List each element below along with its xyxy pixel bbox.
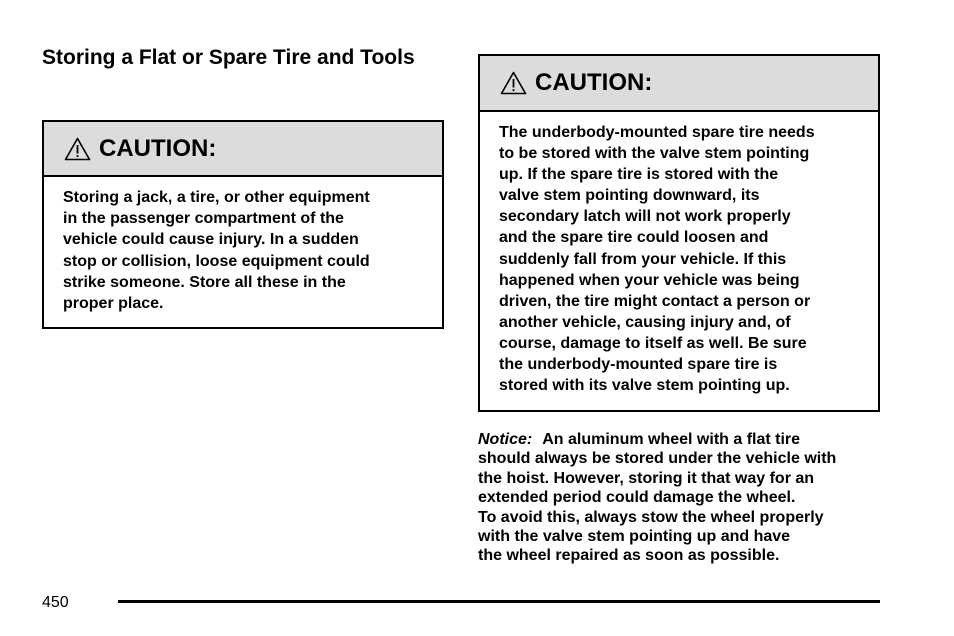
- caution-line: proper place.: [63, 295, 164, 313]
- notice-line: extended period could damage the wheel.: [478, 489, 796, 507]
- notice-line: the wheel repaired as soon as possible.: [478, 547, 780, 565]
- caution-line: to be stored with the valve stem pointing: [499, 145, 810, 163]
- caution-line: the underbody-mounted spare tire is: [499, 356, 778, 374]
- caution-box-spare-tire: [478, 54, 880, 412]
- footer-rule: [118, 600, 880, 603]
- caution-line: strike someone. Store all these in the: [63, 273, 346, 291]
- caution-line: valve stem pointing downward, its: [499, 187, 760, 205]
- caution-line: and the spare tire could loosen and: [499, 229, 769, 247]
- caution-line: stored with its valve stem pointing up.: [499, 377, 790, 395]
- notice-line: with the valve stem pointing up and have: [478, 528, 791, 546]
- caution-text: [44, 177, 442, 314]
- caution-title: CAUTION:: [99, 134, 217, 162]
- notice-paragraph: [478, 430, 888, 566]
- warning-triangle-icon: [500, 71, 527, 95]
- caution-header: [480, 56, 878, 112]
- caution-header: [44, 122, 442, 177]
- caution-title: CAUTION:: [535, 69, 653, 96]
- notice-label: Notice:: [478, 431, 533, 448]
- caution-line: driven, the tire might contact a person or: [499, 292, 811, 310]
- caution-line: another vehicle, causing injury and, of: [499, 313, 791, 331]
- notice-line: the hoist. However, storing it that way for an: [478, 469, 815, 487]
- caution-line: happened when your vehicle was being: [499, 271, 800, 289]
- caution-box-storage: [42, 120, 444, 329]
- warning-triangle-icon: [64, 137, 91, 161]
- page-number: 450: [42, 594, 69, 611]
- caution-line: course, damage to itself as well. Be sure: [499, 334, 807, 352]
- notice-line: should always be stored under the vehicle with: [478, 450, 837, 468]
- notice-line: To avoid this, always stow the wheel properly: [478, 508, 824, 526]
- notice-line: An aluminum wheel with a flat tire: [542, 431, 801, 448]
- caution-line: secondary latch will not work properly: [499, 208, 791, 226]
- caution-line: Storing a jack, a tire, or other equipment: [63, 189, 370, 206]
- caution-line: stop or collision, loose equipment could: [63, 252, 370, 270]
- caution-line: in the passenger compartment of the: [63, 210, 344, 228]
- caution-line: The underbody-mounted spare tire needs: [499, 124, 815, 141]
- section-heading: Storing a Flat or Spare Tire and Tools: [42, 46, 415, 69]
- caution-line: vehicle could cause injury. In a sudden: [63, 231, 359, 249]
- caution-text: [480, 112, 878, 396]
- caution-line: suddenly fall from your vehicle. If this: [499, 250, 787, 268]
- caution-line: up. If the spare tire is stored with the: [499, 166, 779, 184]
